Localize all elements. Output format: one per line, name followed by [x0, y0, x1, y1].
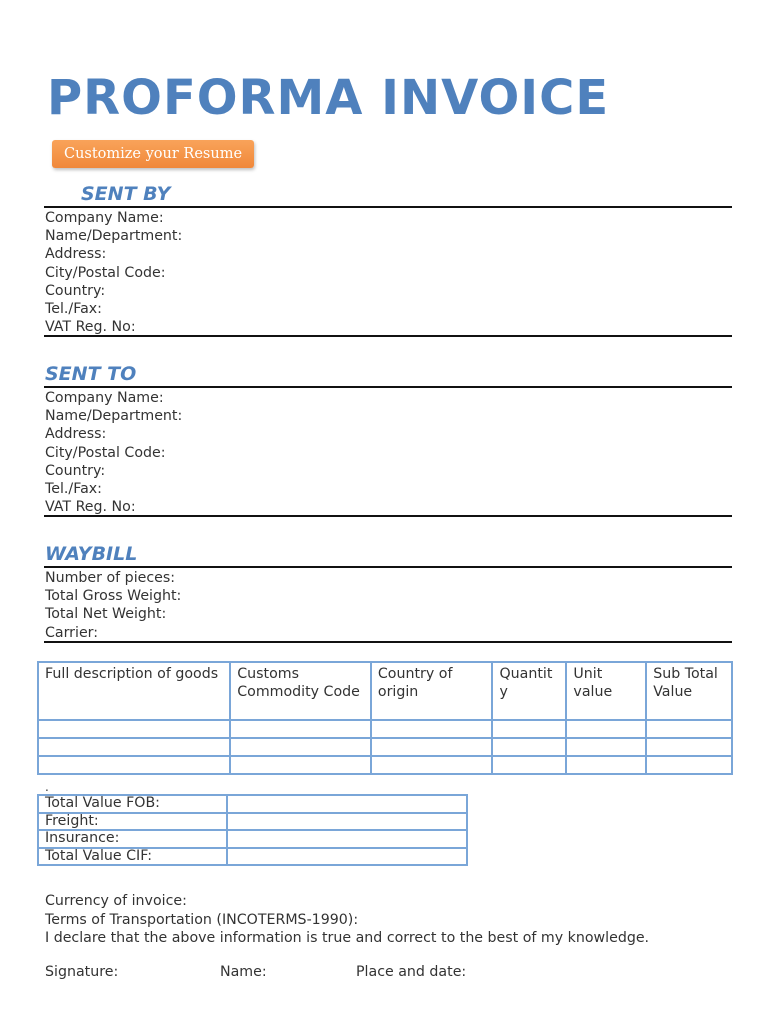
field-label: Address:	[45, 426, 107, 443]
table-header-row	[38, 662, 732, 720]
table-row	[38, 756, 732, 774]
name-label: Name:	[220, 964, 267, 980]
total-value-cell[interactable]	[227, 830, 467, 848]
place-date-label: Place and date:	[356, 964, 467, 980]
total-value-cell[interactable]	[227, 813, 467, 831]
sent-to-fields	[45, 389, 182, 516]
field-label: City/Postal Code:	[45, 444, 166, 461]
sent-by-fields	[45, 209, 182, 336]
field-label: Company Name:	[45, 210, 164, 226]
total-label: Freight:	[38, 813, 227, 831]
divider	[44, 515, 732, 517]
waybill-heading: WAYBILL	[45, 543, 138, 565]
field-label: Country:	[45, 282, 106, 299]
column-header: Full description of goods	[38, 662, 230, 720]
table-cell[interactable]	[371, 756, 493, 774]
table-cell[interactable]	[566, 738, 646, 756]
field-label: VAT Reg. No:	[45, 499, 136, 516]
column-header: Customs Commodity Code	[230, 662, 371, 720]
divider	[44, 641, 732, 643]
field-label: Tel./Fax:	[45, 301, 102, 318]
table-row	[38, 795, 467, 813]
field-label: Total Net Weight:	[45, 606, 167, 623]
field-label: Number of pieces:	[45, 570, 176, 586]
table-cell[interactable]	[230, 756, 371, 774]
total-value-cell[interactable]	[227, 848, 467, 866]
total-label: Insurance:	[38, 830, 227, 848]
table-row	[38, 738, 732, 756]
table-cell[interactable]	[566, 720, 646, 738]
divider	[44, 206, 732, 208]
divider	[44, 566, 732, 568]
table-row	[38, 720, 732, 738]
field-label: Total Gross Weight:	[45, 588, 182, 605]
table-cell[interactable]	[646, 756, 732, 774]
goods-table	[37, 661, 733, 775]
field-label: City/Postal Code:	[45, 264, 166, 281]
footer-lines	[45, 892, 649, 948]
table-row	[38, 830, 467, 848]
totals-table	[37, 794, 468, 866]
signature-label: Signature:	[45, 964, 119, 980]
column-header: Quantit y	[492, 662, 566, 720]
table-cell[interactable]	[371, 738, 493, 756]
table-cell[interactable]	[566, 756, 646, 774]
field-label: VAT Reg. No:	[45, 319, 136, 336]
terms-label: Terms of Transportation (INCOTERMS-1990):	[45, 911, 359, 928]
total-value-cell[interactable]	[227, 795, 467, 813]
field-label: Address:	[45, 246, 107, 263]
table-cell[interactable]	[38, 756, 230, 774]
sent-to-heading: SENT TO	[45, 363, 137, 385]
sent-by-heading: SENT BY	[81, 183, 171, 205]
table-cell[interactable]	[646, 738, 732, 756]
document-title: PROFORMA INVOICE	[47, 70, 610, 126]
table-cell[interactable]	[492, 720, 566, 738]
field-label: Tel./Fax:	[45, 481, 102, 498]
table-cell[interactable]	[492, 738, 566, 756]
table-cell[interactable]	[230, 720, 371, 738]
table-row	[38, 848, 467, 866]
separator-dot: .	[45, 780, 49, 794]
field-label: Country:	[45, 462, 106, 479]
table-cell[interactable]	[38, 738, 230, 756]
table-row	[38, 813, 467, 831]
column-header: Sub Total Value	[646, 662, 732, 720]
table-cell[interactable]	[492, 756, 566, 774]
customize-resume-button[interactable]: Customize your Resume	[52, 140, 254, 168]
waybill-fields	[45, 569, 181, 642]
total-label: Total Value CIF:	[38, 848, 227, 866]
currency-label: Currency of invoice:	[45, 893, 187, 909]
field-label: Name/Department:	[45, 228, 183, 245]
table-cell[interactable]	[38, 720, 230, 738]
table-cell[interactable]	[646, 720, 732, 738]
column-header: Unit value	[566, 662, 646, 720]
divider	[44, 386, 732, 388]
table-cell[interactable]	[230, 738, 371, 756]
column-header: Country of origin	[371, 662, 493, 720]
field-label: Company Name:	[45, 390, 164, 406]
field-label: Name/Department:	[45, 408, 183, 425]
field-label: Carrier:	[45, 624, 99, 641]
table-cell[interactable]	[371, 720, 493, 738]
declaration-text: I declare that the above information is true and correct to the best of my knowledge.	[45, 930, 650, 946]
total-label: Total Value FOB:	[38, 795, 227, 813]
divider	[44, 335, 732, 337]
